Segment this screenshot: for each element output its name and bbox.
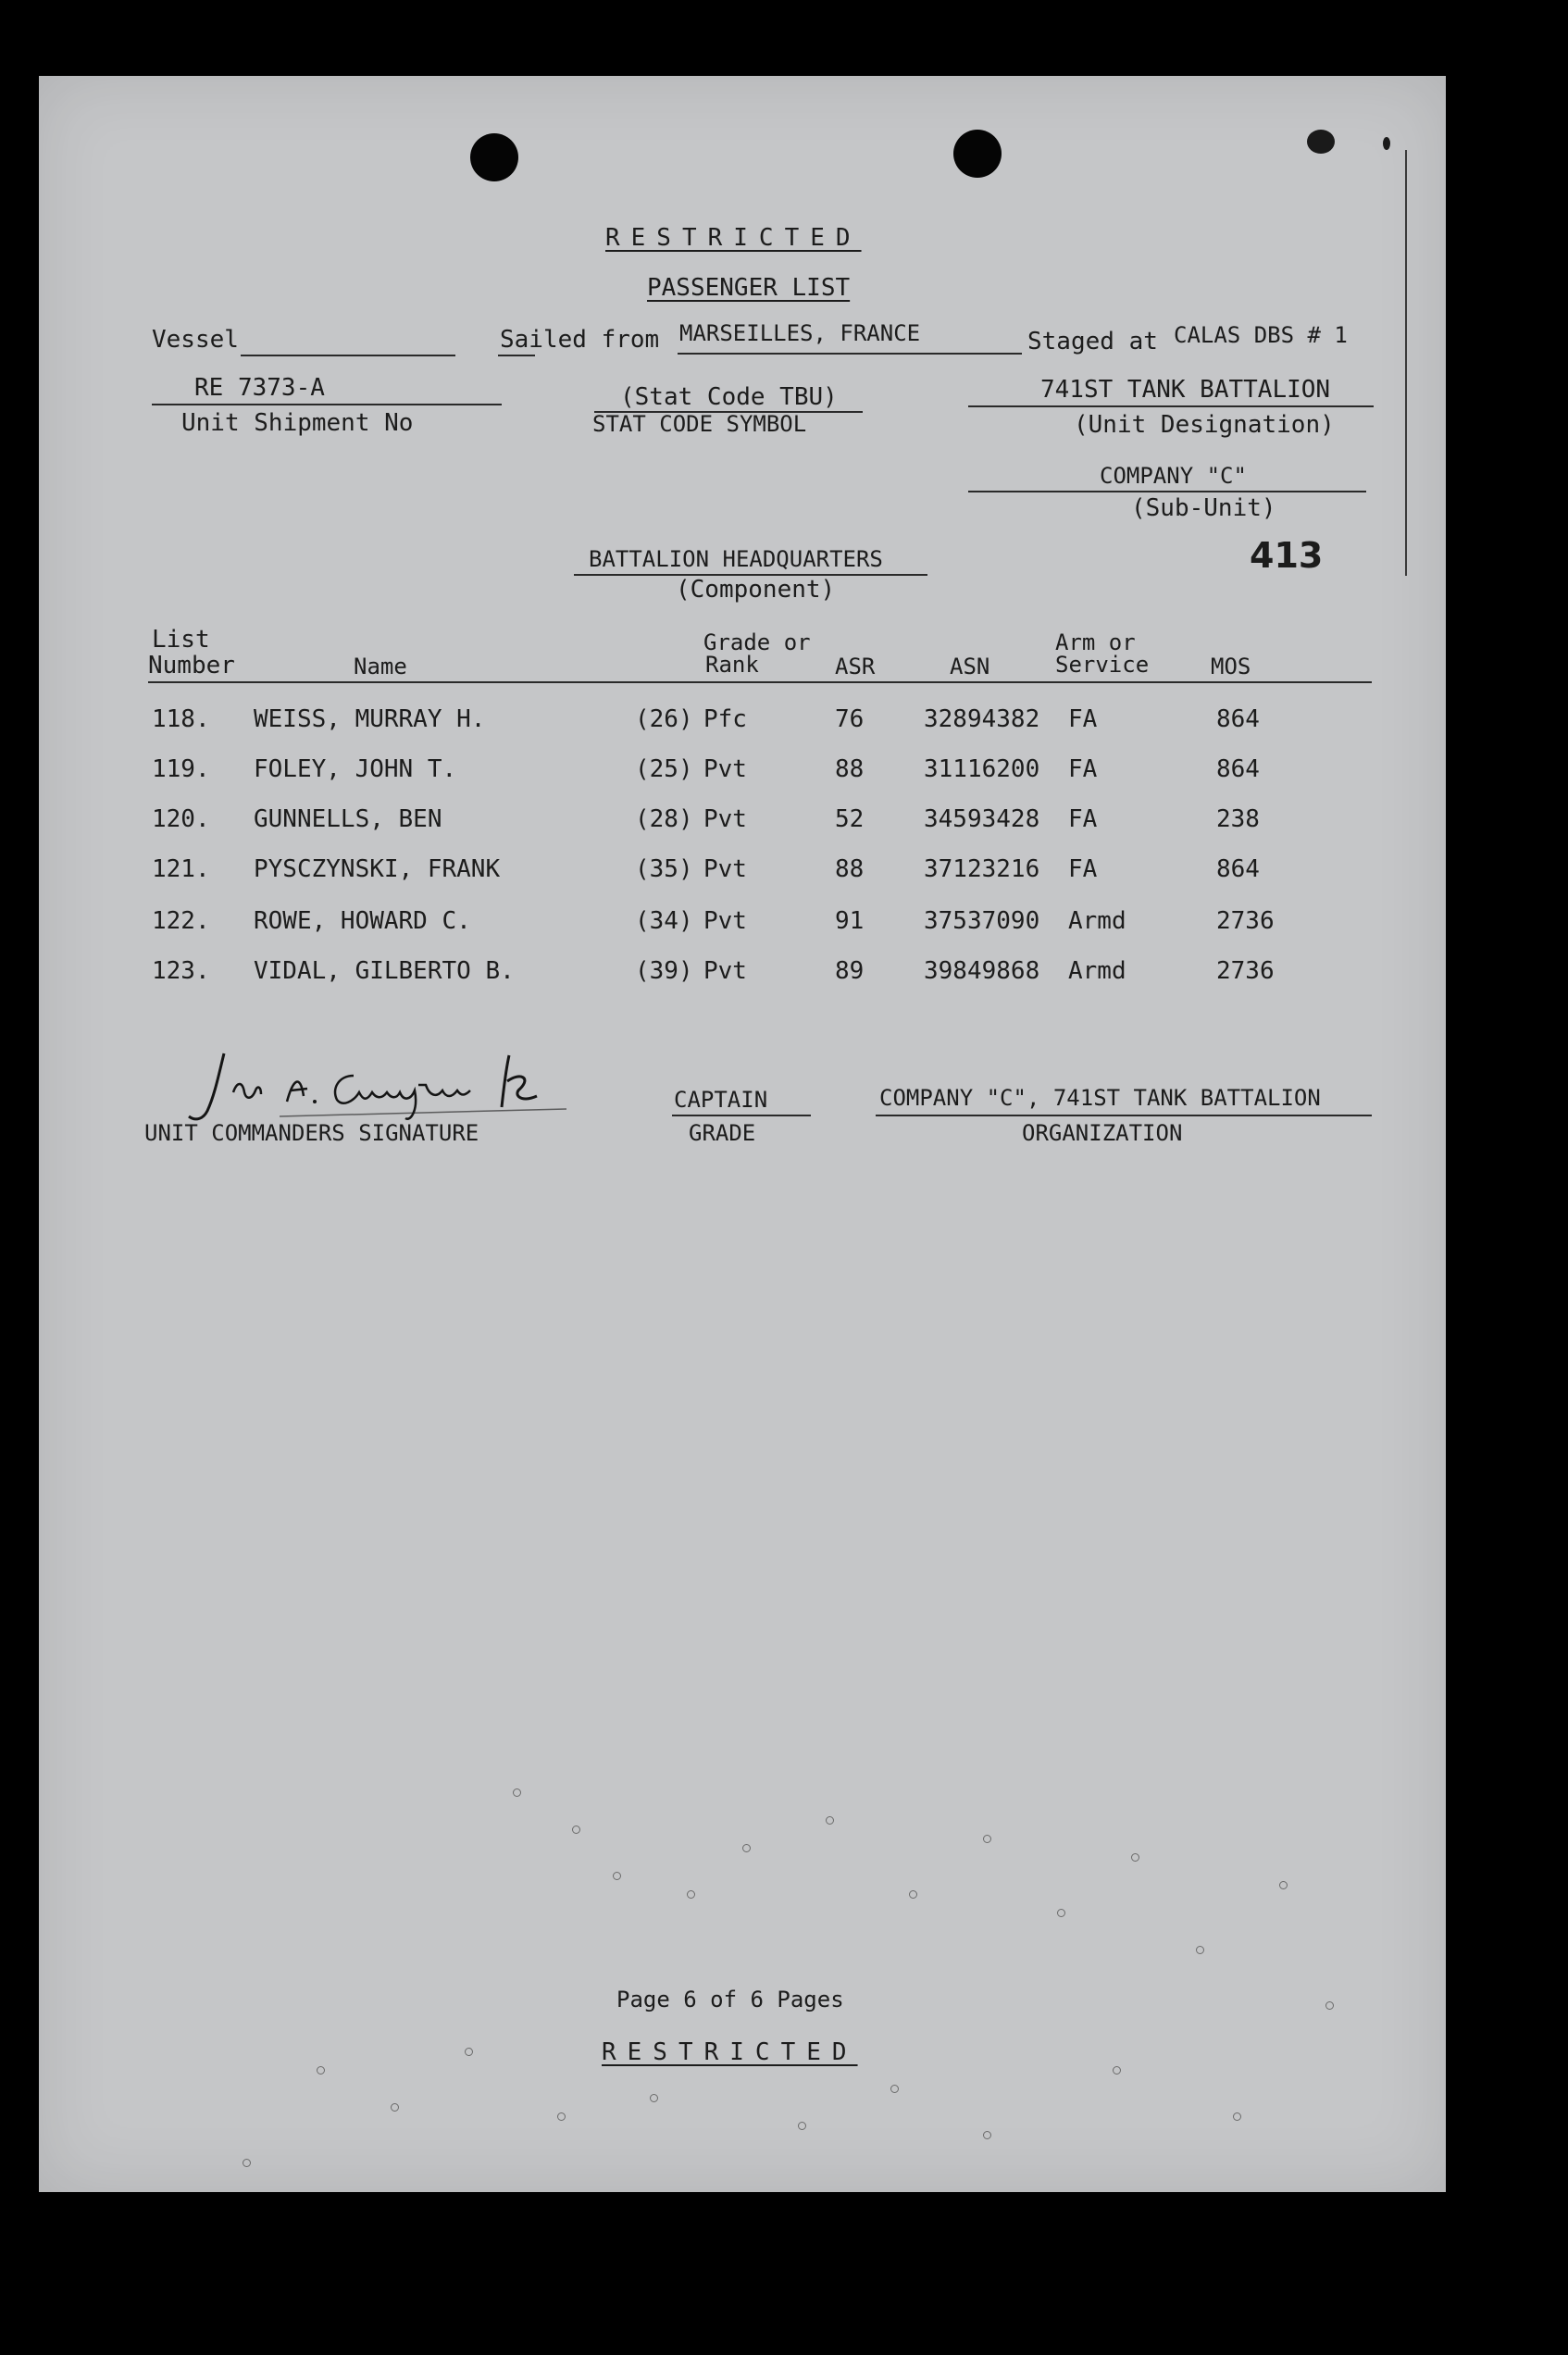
page-indicator: Page 6 of 6 Pages [616,1987,844,2012]
paper-speck [826,1816,834,1825]
row-mos: 2736 [1216,907,1275,935]
row-grade: Pvt [703,957,747,985]
row-asn: 34593428 [924,805,1040,833]
document-title: PASSENGER LIST [647,274,851,302]
paper-speck [1057,1909,1065,1917]
row-number: 121. [152,855,210,883]
table-header-rule [148,681,1372,683]
row-asr: 89 [835,957,865,985]
paper-speck [317,2066,325,2075]
row-mos: 238 [1216,805,1260,833]
row-grade: Pvt [703,907,747,935]
handwritten-signature [168,1044,576,1128]
row-number: 123. [152,957,210,985]
unit-shipment-label: Unit Shipment No [181,409,414,437]
sub-unit-rule [968,491,1366,492]
row-grade: Pfc [703,705,747,733]
organization-value: COMPANY "C", 741ST TANK BATTALION [879,1085,1321,1111]
table-row [39,957,1446,1003]
organization-rule [876,1115,1372,1116]
row-age: (28) [635,805,693,833]
edge-mark [1307,130,1335,154]
sub-unit-label: (Sub-Unit) [1131,494,1276,522]
paper-speck [1196,1946,1204,1954]
vessel-rule [241,355,455,356]
component-label: (Component) [676,576,836,604]
col-arm-2: Service [1055,652,1150,678]
right-edge-rule [1405,150,1407,576]
row-arm: FA [1068,855,1098,883]
row-arm: FA [1068,805,1098,833]
sailed-rule-start [498,355,535,356]
row-number: 118. [152,705,210,733]
paper-speck [909,1890,917,1899]
paper-speck [513,1788,521,1797]
row-name: FOLEY, JOHN T. [254,755,457,783]
document-page [39,76,1446,2192]
row-asr: 88 [835,855,865,883]
sailed-from-label: Sailed from [500,326,660,354]
paper-speck [742,1844,751,1852]
col-asn: ASN [950,654,990,679]
paper-speck [983,1835,991,1843]
row-asr: 76 [835,705,865,733]
paper-speck [243,2159,251,2167]
paper-speck [1131,1853,1139,1862]
stat-code-label: STAT CODE SYMBOL [592,411,807,437]
grade-rule [672,1115,811,1116]
paper-speck [465,2048,473,2056]
table-row [39,705,1446,752]
row-asn: 32894382 [924,705,1040,733]
row-asr: 91 [835,907,865,935]
paper-speck [798,2122,806,2130]
row-name: PYSCZYNSKI, FRANK [254,855,501,883]
row-asn: 39849868 [924,957,1040,985]
row-asr: 88 [835,755,865,783]
row-name: WEISS, MURRAY H. [254,705,486,733]
punch-hole-right [953,130,1002,178]
unit-designation-label: (Unit Designation) [1074,411,1335,439]
unit-shipment-rule [152,404,502,405]
table-row [39,805,1446,852]
classification-top: RESTRICTED [605,224,862,252]
punch-hole-left [470,133,518,181]
classification-bottom: RESTRICTED [602,2038,858,2066]
unit-shipment-value: RE 7373-A [194,374,325,402]
row-arm: FA [1068,755,1098,783]
stat-code-value: (Stat Code TBU) [620,383,838,411]
paper-speck [557,2112,566,2121]
paper-speck [1325,2001,1334,2010]
row-asn: 37123216 [924,855,1040,883]
col-asr: ASR [835,654,876,679]
staged-at-value: CALAS DBS # 1 [1174,322,1348,348]
paper-speck [687,1890,695,1899]
unit-designation-rule [968,405,1374,407]
row-age: (34) [635,907,693,935]
row-mos: 864 [1216,855,1260,883]
row-asn: 31116200 [924,755,1040,783]
paper-speck [983,2131,991,2139]
col-grade-1: Grade or [703,629,811,655]
row-grade: Pvt [703,855,747,883]
row-asn: 37537090 [924,907,1040,935]
grade-value: CAPTAIN [674,1087,768,1113]
row-name: GUNNELLS, BEN [254,805,442,833]
organization-label: ORGANIZATION [1022,1120,1183,1146]
row-number: 120. [152,805,210,833]
row-number: 122. [152,907,210,935]
col-arm-1: Arm or [1055,629,1136,655]
col-grade-2: Rank [705,652,759,678]
row-name: VIDAL, GILBERTO B. [254,957,515,985]
row-arm: FA [1068,705,1098,733]
row-name: ROWE, HOWARD C. [254,907,471,935]
edge-mark [1383,137,1390,150]
col-mos: MOS [1211,654,1251,679]
row-arm: Armd [1068,907,1126,935]
unit-designation-value: 741ST TANK BATTALION [1040,376,1331,404]
paper-speck [613,1872,621,1880]
row-grade: Pvt [703,755,747,783]
row-age: (25) [635,755,693,783]
sub-unit-value: COMPANY "C" [1100,463,1247,489]
paper-speck [1113,2066,1121,2075]
row-number: 119. [152,755,210,783]
col-list-number-2: Number [148,652,235,679]
col-name: Name [354,654,407,679]
component-value: BATTALION HEADQUARTERS [589,546,883,572]
row-mos: 864 [1216,705,1260,733]
row-arm: Armd [1068,957,1126,985]
row-age: (26) [635,705,693,733]
paper-speck [391,2103,399,2112]
table-row [39,755,1446,802]
sailed-from-rule [678,353,1022,355]
vessel-label: Vessel [152,326,239,354]
row-asr: 52 [835,805,865,833]
paper-speck [650,2094,658,2102]
row-grade: Pvt [703,805,747,833]
row-age: (35) [635,855,693,883]
staged-at-label: Staged at [1027,328,1158,355]
table-row [39,907,1446,953]
paper-speck [1279,1881,1288,1889]
table-row [39,855,1446,902]
signature-label: UNIT COMMANDERS SIGNATURE [144,1120,479,1146]
row-age: (39) [635,957,693,985]
grade-label: GRADE [689,1120,756,1146]
row-mos: 864 [1216,755,1260,783]
sailed-from-value: MARSEILLES, FRANCE [679,320,921,346]
paper-speck [890,2085,899,2093]
row-mos: 2736 [1216,957,1275,985]
page-number: 413 [1250,535,1324,576]
paper-speck [572,1825,580,1834]
col-list-number-1: List [152,626,210,654]
paper-speck [1233,2112,1241,2121]
